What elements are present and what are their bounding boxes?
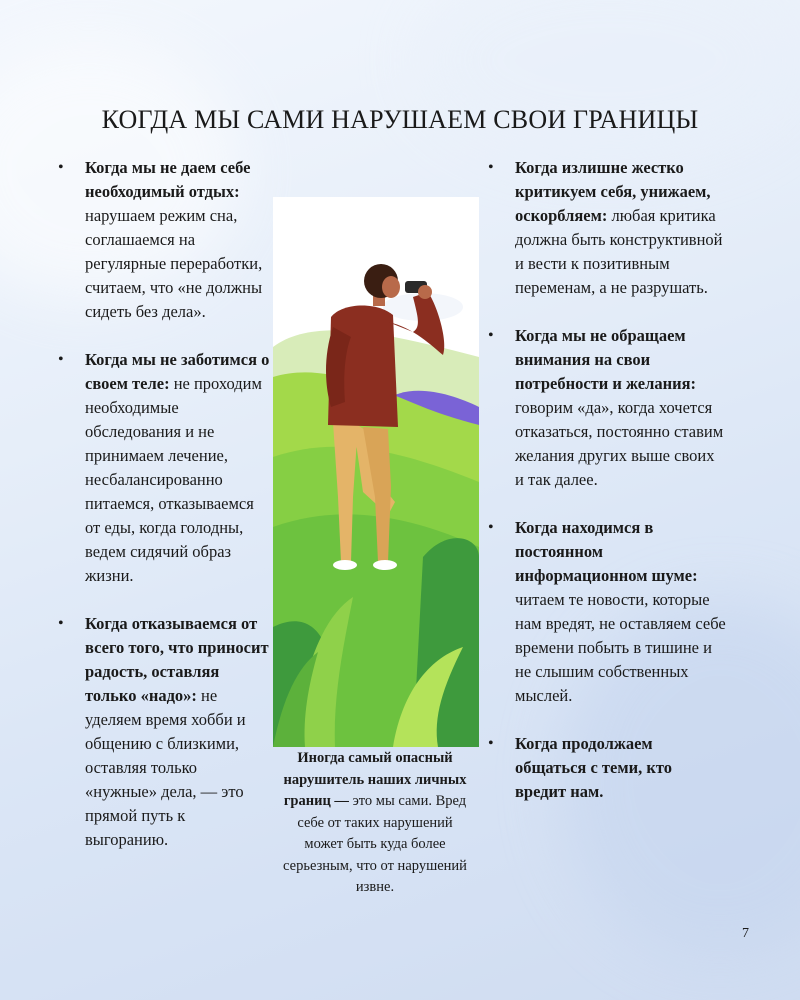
item-text: любая критика должна быть конструктивной и вести к позитивным переменам, а не разрушать. bbox=[515, 206, 723, 297]
item-text: не проходим необходимые обследования и не принимаем лечение, несбалансированно питаемся, отказываемся от еды, когда голодны, ведем сидячий образ жизни. bbox=[85, 374, 262, 585]
hand bbox=[418, 285, 432, 299]
list-item bbox=[488, 732, 726, 804]
list-item bbox=[58, 348, 272, 588]
item-lead: Когда продолжаем общаться с теми, кто вредит нам. bbox=[515, 734, 672, 801]
list-item bbox=[58, 156, 272, 324]
man-with-binoculars-on-hill-illustration bbox=[273, 197, 479, 747]
item-text: читаем те новости, которые нам вредят, не оставляем себе времени побыть в тишине и не слышим собственных мыслей. bbox=[515, 590, 726, 705]
item-text: не уделяем время хобби и общению с близкими, оставляя только «нужные» дела, — это прямой путь к выгоранию. bbox=[85, 686, 246, 849]
list-item bbox=[488, 156, 726, 300]
right-column bbox=[488, 156, 726, 828]
item-lead: Когда излишне жестко критикуем себя, унижаем, оскорбляем: bbox=[515, 158, 711, 225]
list-item bbox=[58, 612, 272, 852]
face bbox=[382, 276, 400, 298]
list-item bbox=[488, 516, 726, 708]
shoe bbox=[333, 560, 357, 570]
background-wash bbox=[420, 0, 800, 160]
list-item bbox=[488, 324, 726, 492]
item-text: говорим «да», когда хочется отказаться, постоянно ставим желания других выше своих и так далее. bbox=[515, 398, 724, 489]
item-lead: Когда мы не заботимся о своем теле: bbox=[85, 350, 270, 393]
left-column bbox=[58, 156, 272, 876]
page-title: КОГДА МЫ САМИ НАРУШАЕМ СВОИ ГРАНИЦЫ bbox=[101, 105, 699, 135]
cloud bbox=[278, 215, 388, 259]
caption-text: это мы сами. Вред себе от таких нарушений может быть куда более серьезным, что от нарушений извне. bbox=[283, 793, 467, 895]
item-lead: Когда отказываемся от всего того, что приносит радость, оставляя только «надо»: bbox=[85, 614, 269, 705]
caption-bold: Иногда самый опасный нарушитель наших личных границ — bbox=[283, 750, 467, 809]
item-text: нарушаем режим сна, соглашаемся на регулярные переработки, считаем, что «не должны сидеть без дела». bbox=[85, 206, 263, 321]
page-number: 7 bbox=[742, 926, 749, 941]
shoe bbox=[373, 560, 397, 570]
caption bbox=[280, 748, 470, 899]
item-lead: Когда находимся в постоянном информационном шуме: bbox=[515, 518, 698, 585]
item-lead: Когда мы не даем себе необходимый отдых: bbox=[85, 158, 251, 201]
item-lead: Когда мы не обращаем внимания на свои потребности и желания: bbox=[515, 326, 697, 393]
